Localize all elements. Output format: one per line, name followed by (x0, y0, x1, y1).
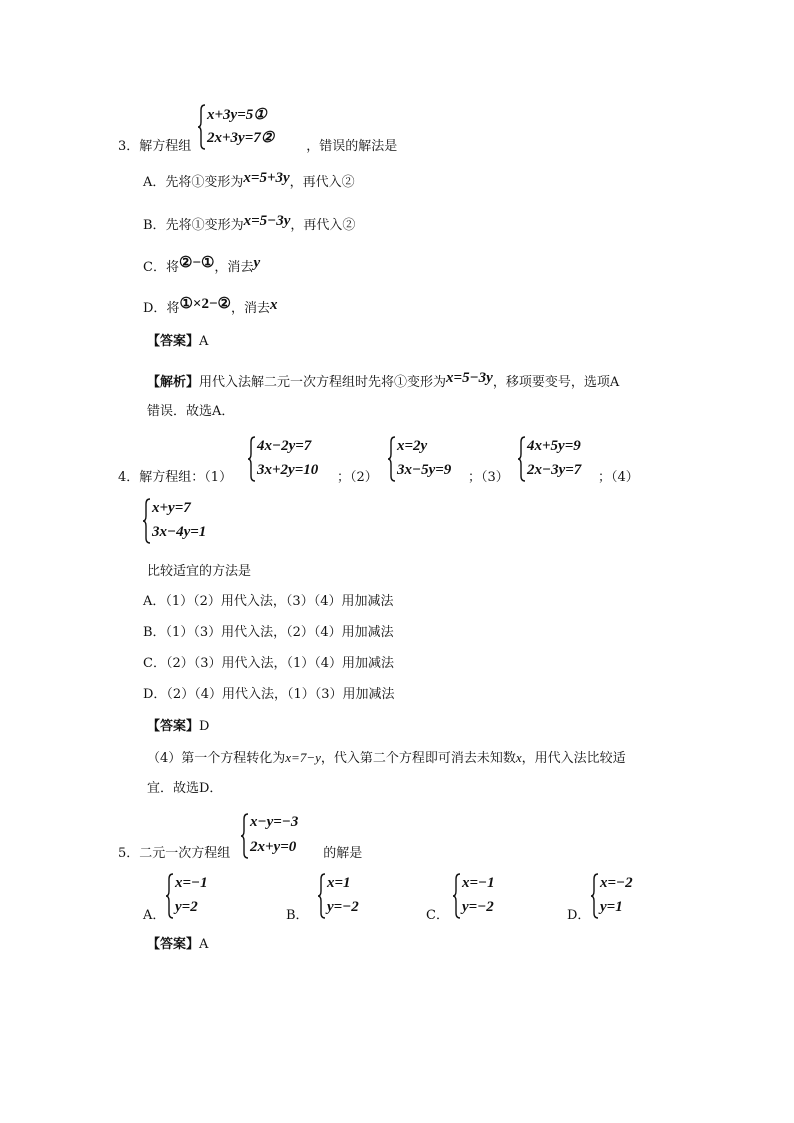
q3-stem (118, 140, 397, 153)
q3-system-eq2: 2x+3y=7② (207, 130, 275, 146)
answer-value: A (199, 334, 209, 349)
q3-answer (147, 335, 208, 348)
q5-stem: 5．二元一次方程组 的解是 (118, 846, 363, 861)
q5-option-c-letter: C． (426, 908, 449, 923)
answer-label: 【答案】 (147, 719, 200, 734)
q4-option-a: A．（1）（2）用代入法，（3）（4）用加减法 (143, 594, 394, 609)
q3-option-c: C．将②−①，消去y (143, 255, 261, 275)
brace-icon (518, 436, 526, 482)
q5-option-d-system: x=−2 y=1 (591, 873, 661, 919)
q4-part3-label: ；（3） (468, 470, 509, 485)
q4-system-4: x+y=7 3x−4y=1 (143, 498, 228, 544)
analysis-label: 【解析】 (147, 375, 200, 390)
brace-icon (453, 873, 461, 919)
q4-explanation-line2: 宜．故选D． (147, 781, 223, 796)
q4-answer (147, 720, 209, 733)
q4-option-b: B．（1）（3）用代入法，（2）（4）用加减法 (143, 625, 394, 640)
q5-option-a-system: x=−1 y=2 (166, 873, 236, 919)
answer-value: D (199, 719, 210, 734)
q4-option-c: C．（2）（3）用代入法，（1）（4）用加减法 (143, 656, 395, 671)
brace-icon (166, 873, 174, 919)
q4-option-d: D．（2）（4）用代入法，（1）（3）用加减法 (143, 687, 395, 702)
q3-system-eq1: x+3y=5① (207, 107, 267, 123)
q5-option-c-system: x=−1 y=−2 (453, 873, 523, 919)
q5-answer (147, 938, 208, 951)
q4-explanation: （4）第一个方程转化为x=7−y，代入第二个方程即可消去未知数x，用代入法比较适 (147, 750, 626, 766)
q3-option-a: A．先将①变形为x=5+3y，再代入② (143, 170, 355, 190)
q3-number: 3． (118, 139, 140, 154)
q5-option-b-system: x=1 y=−2 (318, 873, 388, 919)
answer-value: A (199, 937, 209, 952)
q4-part4-label: ；（4） (598, 470, 639, 485)
brace-icon (248, 436, 256, 482)
q5-system: x−y=−3 2x+y=0 (241, 813, 331, 859)
brace-icon (591, 873, 599, 919)
q5-option-d-letter: D． (567, 908, 591, 923)
brace-icon (318, 873, 326, 919)
answer-label: 【答案】 (147, 937, 200, 952)
q5-option-a-letter: A． (143, 908, 166, 923)
brace-icon (143, 498, 151, 544)
q4-system-1: 4x−2y=7 3x+2y=10 (248, 436, 343, 482)
q5-option-b-letter: B． (286, 908, 309, 923)
q4-compare: 比较适宜的方法是 (147, 564, 252, 579)
q3-option-b: B．先将①变形为x=5−3y，再代入② (143, 213, 356, 233)
q3-analysis: 【解析】用代入法解二元一次方程组时先将①变形为x=5−3y，移项要变号，选项A (147, 370, 620, 390)
brace-icon (388, 436, 396, 482)
q4-system-3: 4x+5y=9 2x−3y=7 (518, 436, 608, 482)
q4-stem: 4．解方程组：（1） (118, 470, 233, 485)
q4-system-2: x=2y 3x−5y=9 (388, 436, 473, 482)
q3-analysis-line2: 错误．故选A． (147, 404, 235, 419)
q4-part2-label: ；（2） (337, 470, 378, 485)
q3-stem-after: ，错误的解法是 (306, 139, 398, 154)
q3-stem-before: 解方程组 (139, 139, 192, 154)
answer-label: 【答案】 (147, 334, 200, 349)
q3-option-d: D．将①×2−②，消去x (143, 296, 278, 316)
